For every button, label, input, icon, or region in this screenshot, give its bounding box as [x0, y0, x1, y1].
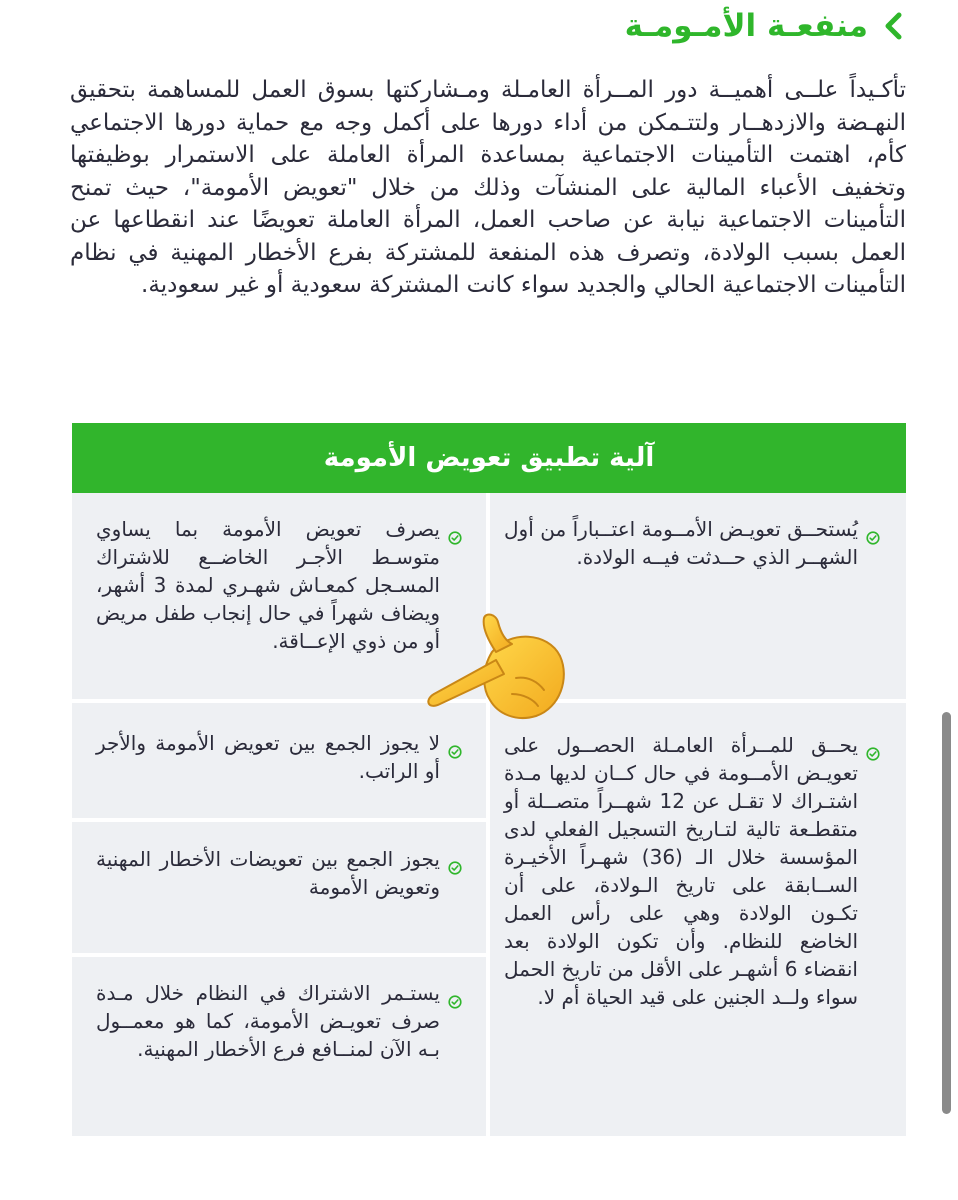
column-divider [486, 493, 490, 1136]
check-circle-icon [866, 740, 880, 754]
intro-paragraph: تأكـيداً علــى أهميــة دور المــرأة العامـلة ومـشاركتها بسوق العمل للمساهمة بتحقيق النهـضة والازدهــار ولتتـمكن من أداء دورها على أكمل وجه مع حماية دورها الاجتماعي كأم، اهتمت التأمينات الاجتماعية بمساعدة المرأة العاملة على الاستمرار بوظيفتها وتخفيف الأعباء المالية على المنشآت وذلك من خلال "تعويض الأمومة"، حيث تمنح التأمينات الاجتماعية نيابة عن صاحب العمل، المرأة العاملة تعويضًا عند انقطاعها عن العمل بسبب الولادة، وتصرف هذه المنفعة للمشتركة بفرع الأخطار المهنية في نظام التأمينات الاجتماعية الحالي والجديد سواء كانت المشتركة سعودية أو غير سعودية. [70, 77, 906, 298]
check-circle-icon [448, 738, 462, 752]
section-heading [625, 6, 908, 46]
list-item-text: يُستحــق تعويـض الأمــومة اعتــباراً من أول الشهــر الذي حــدثت فيــه الولادة. [504, 517, 858, 569]
list-item-text: يصرف تعويض الأمومة بما يساوي متوسـط الأجـر الخاضــع للاشتراك المسـجل كمعـاش شهـري لمدة 3 أشهر، ويضاف شهراً في حال إنجاب طفل مريض أو من ذوي الإعــاقة. [96, 517, 440, 653]
list-item [96, 515, 462, 655]
check-circle-icon [866, 524, 880, 538]
list-item-text: يجوز الجمع بين تعويضات الأخطار المهنية وتعويض الأمومة [96, 847, 440, 899]
page-title: منفعـة الأمـومـة [624, 8, 868, 44]
pointing-hand-icon [420, 612, 570, 732]
check-circle-icon [448, 988, 462, 1002]
list-item [504, 731, 880, 1011]
check-circle-icon [448, 524, 462, 538]
row-divider [72, 818, 486, 822]
scrollbar-thumb[interactable] [942, 712, 951, 1114]
list-item-text: لا يجوز الجمع بين تعويض الأمومة والأجر أو الراتب. [96, 731, 440, 783]
list-item [96, 979, 462, 1063]
list-item [504, 515, 880, 571]
list-item-text: يحــق للمــرأة العامـلة الحصــول على تعويـض الأمــومة في حال كــان لديها مـدة اشتـراك لا تقـل عن 12 شهــراً متصــلة أو متقطـعة تالية لتـاريخ التسجيل الفعلي لدى المؤسسة خلال الـ (36) شهـراً الأخيـرة الســابقة على تاريخ الـولادة، على أن تكـون الولادة وهي على رأس العمل الخاضع للنظام. وأن تكون الولادة بعد انقضاء 6 أشهـر على الأقل من تاريخ الحمل سواء ولــد الجنين على قيد الحياة أم لا. [504, 733, 859, 1009]
chevron-left-icon [878, 6, 908, 46]
row-divider [72, 953, 486, 957]
list-item [96, 729, 462, 785]
check-circle-icon [448, 854, 462, 868]
list-item-text: يستـمر الاشتراك في النظام خلال مـدة صرف تعويـض الأمومة، كما هو معمــول بـه الآن لمنــافع فرع الأخطار المهنية. [96, 981, 440, 1061]
mechanism-title: آلية تطبيق تعويض الأمومة [72, 423, 906, 493]
mechanism-table [72, 423, 906, 1136]
list-item [96, 845, 462, 901]
